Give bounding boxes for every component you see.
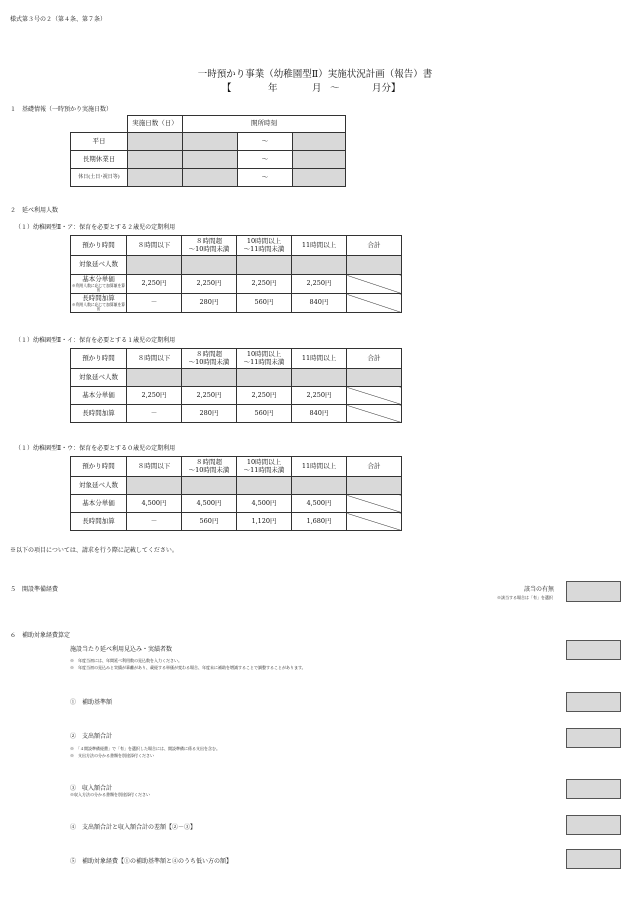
input-days-weekday[interactable] [128, 133, 183, 151]
col-time: 預かり時間 [71, 457, 127, 477]
col-total: 合計 [347, 457, 402, 477]
col-8h: ８時間以下 [127, 236, 182, 256]
input-open-long[interactable] [183, 151, 238, 169]
col-8-10h: ８時間超 ～10時間未満 [182, 457, 237, 477]
table-c-heading: （１）幼稚園型Ⅱ・ウ：保育を必要とする０歳児の定期利用 [15, 445, 176, 452]
col-total: 合計 [347, 236, 402, 256]
base-price: 4,500円 [127, 495, 182, 513]
table-b-heading: （１）幼稚園型Ⅱ・イ：保育を必要とする１歳児の定期利用 [15, 337, 176, 344]
input-days-long[interactable] [128, 151, 183, 169]
base-amount-label: ① 補助基準額 [70, 699, 113, 706]
form-number: 様式第３号の２（第４条、第７条） [10, 16, 107, 23]
applicable-note: ※該当する場合は「有」を選択 [497, 595, 553, 600]
input-open-holiday[interactable] [183, 169, 238, 187]
col-total: 合計 [347, 349, 402, 369]
period-month-end: 月分】 [372, 83, 401, 94]
section1-heading: １ 基礎情報（一時預かり実施日数） [10, 106, 113, 113]
row-base: 基本分単価 [71, 495, 127, 513]
income-note: ※収入方法の分かる書類を別途添付ください [70, 792, 150, 797]
input-count-total[interactable] [347, 477, 402, 495]
diagonal-cell [347, 387, 402, 405]
row-holiday: 休日(土日･祝日等) [71, 169, 128, 187]
col-11h: 11時間以上 [292, 349, 347, 369]
row-count: 対象延べ人数 [71, 369, 127, 387]
input-close-weekday[interactable] [293, 133, 346, 151]
long-price: － [127, 405, 182, 423]
row-long-holiday: 長期休業日 [71, 151, 128, 169]
diagonal-cell [347, 294, 402, 313]
applicable-label: 該当の有無 [524, 586, 555, 593]
input-count[interactable] [237, 369, 292, 387]
input-count[interactable] [237, 477, 292, 495]
col-10-11h: 10時間以上 ～11時間未満 [237, 236, 292, 256]
base-price: 4,500円 [237, 495, 292, 513]
row-long: 長時間加算 [71, 405, 127, 423]
base-price: 2,250円 [237, 275, 292, 294]
section6-heading: ６ 補助対象経費算定 [10, 632, 71, 639]
long-price: 1,120円 [237, 513, 292, 531]
input-count[interactable] [292, 477, 347, 495]
period-year: 年 [268, 83, 278, 94]
input-count[interactable] [237, 256, 292, 275]
input-open-weekday[interactable] [183, 133, 238, 151]
section5-heading: ５ 開設準備経費 [10, 586, 59, 593]
diagonal-cell [347, 275, 402, 294]
usage-note-1: ※ 年度当初には、年間延べ利用数の見込数を入力ください。 [70, 658, 182, 663]
input-close-holiday[interactable] [293, 169, 346, 187]
long-price: 280円 [182, 294, 237, 313]
expense-total-label: ② 支出額合計 [70, 733, 113, 740]
col-8h: ８時間以下 [127, 349, 182, 369]
row-long: 長時間加算 ※利用人数に応じて加算額を算出 [71, 294, 126, 311]
input-days-holiday[interactable] [128, 169, 183, 187]
long-price: 280円 [182, 405, 237, 423]
tilde: ～ [238, 133, 293, 151]
row-count: 対象延べ人数 [71, 256, 127, 275]
row-base: 基本分単価 [71, 387, 127, 405]
base-price: 2,250円 [182, 275, 237, 294]
input-count[interactable] [182, 369, 237, 387]
section2-heading: ２ 延べ利用人数 [10, 207, 59, 214]
input-count[interactable] [127, 256, 182, 275]
expense-total-input[interactable] [566, 728, 621, 748]
base-price: 2,250円 [292, 387, 347, 405]
long-price: 1,680円 [292, 513, 347, 531]
expense-note-2: ※ 支出方法の分かる書類を別途添付ください [70, 753, 154, 758]
base-price: 2,250円 [182, 387, 237, 405]
base-price: 2,250円 [127, 387, 182, 405]
basic-info-table [70, 115, 346, 187]
usage-count-label: 施設当たり延べ利用見込み・実績者数 [70, 646, 173, 653]
base-price: 2,250円 [237, 387, 292, 405]
input-count[interactable] [182, 256, 237, 275]
subsidy-target-input[interactable] [566, 849, 621, 869]
long-price: － [127, 294, 182, 313]
usage-table-c [70, 456, 402, 531]
income-total-input[interactable] [566, 779, 621, 799]
row-long: 長時間加算 [71, 513, 127, 531]
subsidy-target-label: ⑤ 補助対象経費【①の補助基準額と④のうち低い方の額】 [70, 858, 233, 865]
col-10-11h: 10時間以上 ～11時間未満 [237, 457, 292, 477]
input-count-total[interactable] [347, 256, 402, 275]
base-price: 2,250円 [127, 275, 182, 294]
col-8-10h: ８時間超 ～10時間未満 [182, 349, 237, 369]
row-count: 対象延べ人数 [71, 477, 127, 495]
input-count[interactable] [292, 256, 347, 275]
input-count[interactable] [127, 369, 182, 387]
usage-note-2: ※ 年度当初の見込みと実績が乖離があり、歳経する単価が変わる場合、年度末に補助を増減することで調整することがあります。 [70, 665, 306, 670]
input-count[interactable] [127, 477, 182, 495]
col-10-11h: 10時間以上 ～11時間未満 [237, 349, 292, 369]
row-base: 基本分単価 ※利用人数に応じて加算額を算出 [71, 275, 126, 292]
request-note: ※以下の項目については、請求を行う際に記載してください。 [10, 547, 178, 554]
diagonal-cell [347, 405, 402, 423]
usage-count-input[interactable] [566, 640, 621, 660]
input-count-total[interactable] [347, 369, 402, 387]
usage-table-a [70, 235, 402, 313]
col-8-10h: ８時間超 ～10時間未満 [182, 236, 237, 256]
period-month: 月 [312, 83, 322, 94]
row-weekday: 平日 [71, 133, 128, 151]
col-hours: 開所時刻 [183, 116, 346, 133]
long-price: － [127, 513, 182, 531]
long-price: 840円 [292, 294, 347, 313]
tilde: ～ [238, 169, 293, 187]
applicable-select[interactable] [566, 581, 621, 602]
income-total-label: ③ 収入額合計 [70, 785, 113, 792]
difference-input[interactable] [566, 815, 621, 835]
base-price: 4,500円 [292, 495, 347, 513]
difference-label: ④ 支出額合計と収入額合計の差額【②－③】 [70, 824, 197, 831]
input-count[interactable] [182, 477, 237, 495]
input-count[interactable] [292, 369, 347, 387]
base-price: 4,500円 [182, 495, 237, 513]
long-price: 560円 [182, 513, 237, 531]
col-days: 実施日数（日） [128, 116, 183, 133]
usage-table-b [70, 348, 402, 423]
diagonal-cell [347, 513, 402, 531]
period-tilde: ～ [330, 83, 340, 94]
long-price: 840円 [292, 405, 347, 423]
col-11h: 11時間以上 [292, 236, 347, 256]
col-8h: ８時間以下 [127, 457, 182, 477]
base-price: 2,250円 [292, 275, 347, 294]
col-time: 預かり時間 [71, 349, 127, 369]
expense-note-1: ※ 「４開設準備経費」で「有」を選択した場合には、開設準備に係る支出を含む。 [70, 746, 220, 751]
col-11h: 11時間以上 [292, 457, 347, 477]
long-price: 560円 [237, 405, 292, 423]
input-close-long[interactable] [293, 151, 346, 169]
table-a-heading: （１）幼稚園型Ⅱ・ア：保育を必要とする２歳児の定期利用 [15, 224, 176, 231]
diagonal-cell [347, 495, 402, 513]
col-time: 預かり時間 [71, 236, 127, 256]
base-amount-input[interactable] [566, 692, 621, 712]
document-title: 一時預かり事業（幼稚園型Ⅱ）実施状況計画（報告）書 [197, 69, 433, 80]
tilde: ～ [238, 151, 293, 169]
long-price: 560円 [237, 294, 292, 313]
period-open-bracket: 【 [222, 83, 232, 94]
